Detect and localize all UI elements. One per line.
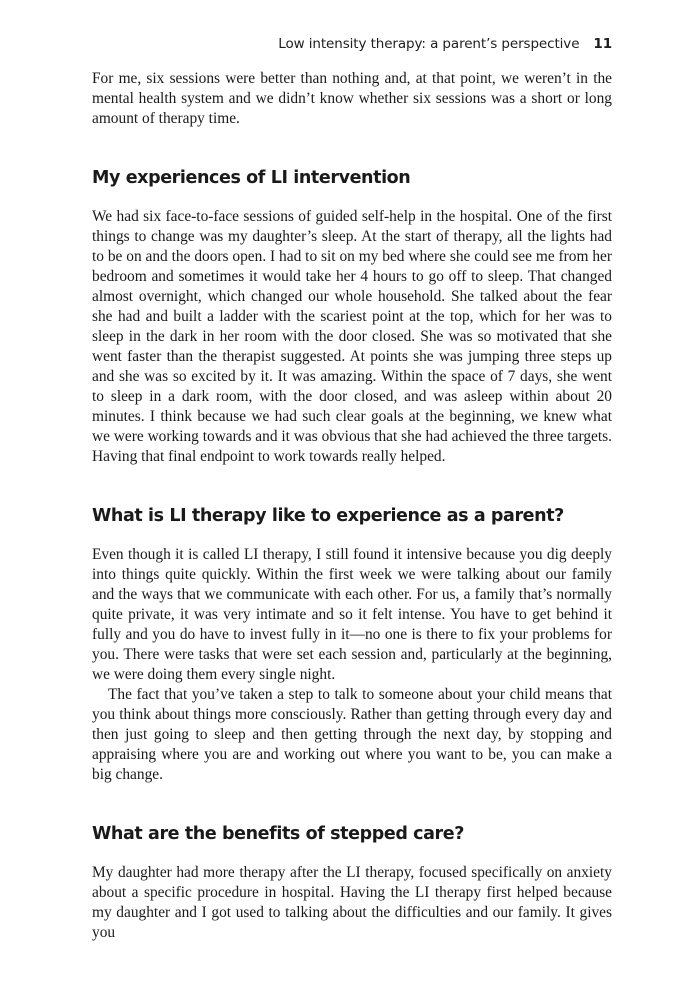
running-title: Low intensity therapy: a parent’s perspective bbox=[278, 36, 580, 52]
paragraph-benefits: My daughter had more therapy after the LI therapy, focused specifically on anxiety about a specific procedure in hospital. Having the LI therapy first helped because my daughter and I got used to talking about the difficulties and our family. It gives you bbox=[92, 864, 612, 941]
body-text bbox=[92, 69, 612, 943]
paragraph-intro: For me, six sessions were better than nothing and, at that point, we weren’t in the mental health system and we didn’t know whether six sessions was a short or long amount of therapy time. bbox=[92, 70, 612, 127]
heading-benefits: What are the benefits of stepped care? bbox=[92, 824, 464, 844]
running-head bbox=[278, 36, 612, 52]
heading-parent-experience: What is LI therapy like to experience as a parent? bbox=[92, 506, 564, 526]
paragraph-experiences: We had six face-to-face sessions of guided self-help in the hospital. One of the first things to change was my daughter’s sleep. At the start of therapy, all the lights had to be on and the doors open. I had to sit on my bed where she could see me from her bedroom and sometimes it would take her 4 hours to go off to sleep. That changed almost overnight, which changed our whole household. She talked about the fear she had and built a ladder with the scariest point at the top, which for her was to sleep in the dark in her room with the door closed. She was so motivated that she went faster than the therapist suggested. At points she was jumping three steps up and she was so excited by it. It was amazing. Within the space of 7 days, she went to sleep in a dark room, with the door closed, and was asleep within about 20 minutes. I think because we had such clear goals at the beginning, we knew what we were working towards and it was obvious that she had achieved the three targets. Having that final endpoint to work towards really helped. bbox=[92, 208, 612, 465]
page-number: 11 bbox=[593, 36, 612, 52]
heading-experiences: My experiences of LI intervention bbox=[92, 168, 411, 188]
paragraph-parent-2: The fact that you’ve taken a step to talk to someone about your child means that you think about things more consciously. Rather than getting through every day and then just going to sleep and then getting through the next day, by stopping and appraising where you are and working out where you want to be, you can make a big change. bbox=[92, 686, 612, 783]
paragraph-parent-1: Even though it is called LI therapy, I still found it intensive because you dig deeply into things quite quickly. Within the first week we were talking about our family and the ways that we communicate with each other. For us, a family that’s normally quite private, it was very intimate and so it felt intense. You have to get behind it fully and you do have to invest fully in it—no one is there to fix your problems for you. There were tasks that were set each session and, particularly at the beginning, we were doing them every single night. bbox=[92, 546, 612, 683]
